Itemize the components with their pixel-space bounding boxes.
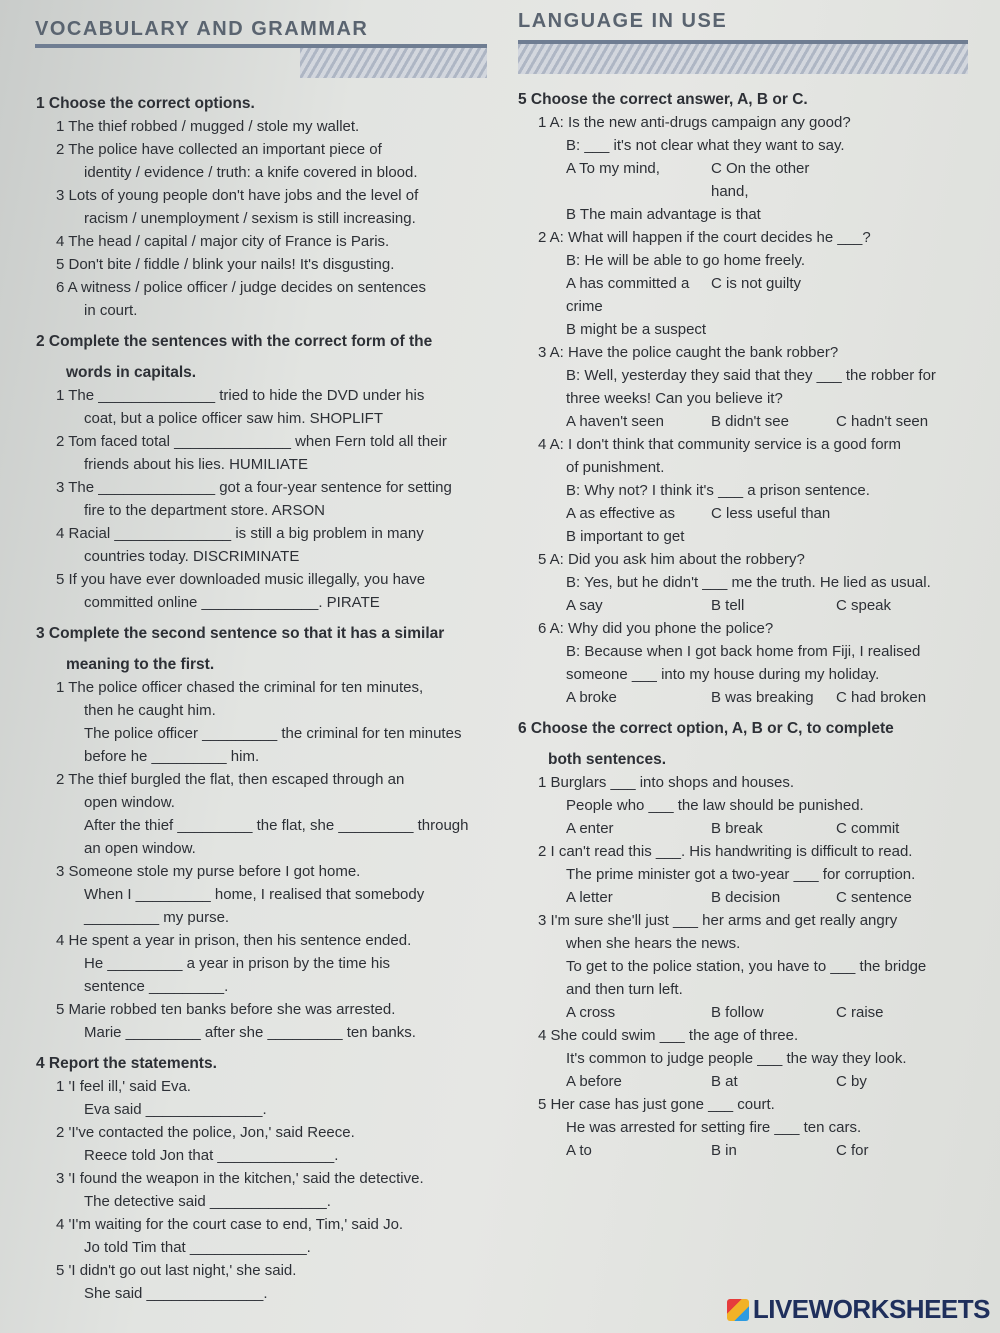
option-b[interactable]: C less useful than xyxy=(711,505,831,522)
exercise-line: To get to the police station, you have to ___ the bridge xyxy=(566,958,927,975)
exercise-line: 1 Burglars ___ into shops and houses. xyxy=(538,774,795,791)
exercise-line: 5 Her case has just gone ___ court. xyxy=(538,1096,775,1113)
exercise-line: 3 Lots of young people don't have jobs and the level of xyxy=(56,187,419,204)
exercise-line: coat, but a police officer saw him. SHOPLIFT xyxy=(84,410,384,427)
exercise-line: B: ___ it's not clear what they want to say. xyxy=(566,137,845,154)
exercise-line: 3 A: Have the police caught the bank robber? xyxy=(538,344,839,361)
exercise-line: 2 I can't read this ___. His handwriting is difficult to read. xyxy=(538,843,913,860)
exercise-line: B: Why not? I think it's ___ a prison sentence. xyxy=(566,482,870,499)
exercise-line: 1 A: Is the new anti-drugs campaign any good? xyxy=(538,114,851,131)
exercise-line: sentence _________. xyxy=(84,978,229,995)
answer-options xyxy=(518,1139,978,1162)
exercise-line: It's common to judge people ___ the way they look. xyxy=(566,1050,907,1067)
exercise-line: B: Yes, but he didn't ___ me the truth. He lied as usual. xyxy=(566,574,931,591)
exercise-line: 5 Marie robbed ten banks before she was arrested. xyxy=(56,1001,396,1018)
exercise-line: 2 Tom faced total ______________ when Fern told all their xyxy=(56,433,447,450)
exercise-line: 1 The police officer chased the criminal for ten minutes, xyxy=(56,679,424,696)
exercise-line: 4 A: I don't think that community service is a good form xyxy=(538,436,902,453)
task-instruction: 2 Complete the sentences with the correct form of the xyxy=(36,333,433,350)
option-c[interactable]: C for xyxy=(836,1142,869,1159)
answer-options xyxy=(518,1070,978,1093)
exercise-line: 3 'I found the weapon in the kitchen,' said the detective. xyxy=(56,1170,424,1187)
exercise-line: She said ______________. xyxy=(84,1285,268,1302)
exercise-line: fire to the department store. ARSON xyxy=(84,502,325,519)
exercise-line: 3 The ______________ got a four-year sentence for setting xyxy=(56,479,452,496)
answer-options xyxy=(518,410,978,433)
exercise-line: 2 'I've contacted the police, Jon,' said Reece. xyxy=(56,1124,355,1141)
exercise-line: He was arrested for setting fire ___ ten cars. xyxy=(566,1119,862,1136)
exercise-line: 5 'I didn't go out last night,' she said. xyxy=(56,1262,297,1279)
left-column xyxy=(36,84,496,1305)
exercise-line: 1 The ______________ tried to hide the DVD under his xyxy=(56,387,425,404)
exercise-line: _________ my purse. xyxy=(84,909,230,926)
exercise-line: People who ___ the law should be punished. xyxy=(566,797,864,814)
option-c[interactable]: C had broken xyxy=(836,689,927,706)
right-column xyxy=(518,80,978,1162)
exercise-line: committed online ______________. PIRATE xyxy=(84,594,380,611)
option-b[interactable]: C On the other hand, xyxy=(711,160,810,200)
answer-options xyxy=(518,157,978,203)
option-a[interactable]: A To my mind, xyxy=(566,160,660,177)
answer-options xyxy=(518,1001,978,1024)
exercise-line: open window. xyxy=(84,794,175,811)
answer-options xyxy=(518,886,978,909)
exercise-line: B: Well, yesterday they said that they ___ the robber for xyxy=(566,367,936,384)
exercise-line: B The main advantage is that xyxy=(566,206,761,223)
option-a[interactable]: A cross xyxy=(566,1004,616,1021)
option-c[interactable] xyxy=(836,157,954,203)
exercise-line: 4 He spent a year in prison, then his sentence ended. xyxy=(56,932,412,949)
exercise-line: when she hears the news. xyxy=(566,935,741,952)
option-a[interactable]: A before xyxy=(566,1073,622,1090)
exercise-line: 3 I'm sure she'll just ___ her arms and get really angry xyxy=(538,912,898,929)
exercise-line: 6 A: Why did you phone the police? xyxy=(538,620,774,637)
option-a[interactable]: A enter xyxy=(566,820,614,837)
exercise-line: three weeks! Can you believe it? xyxy=(566,390,783,407)
exercise-line: countries today. DISCRIMINATE xyxy=(84,548,300,565)
option-b[interactable]: B in xyxy=(711,1142,737,1159)
task-instruction: 4 Report the statements. xyxy=(36,1055,217,1072)
exercise-line: 2 The thief burgled the flat, then escaped through an xyxy=(56,771,405,788)
exercise-line: 5 Don't bite / fiddle / blink your nails! It's disgusting. xyxy=(56,256,395,273)
option-b[interactable]: B didn't see xyxy=(711,413,789,430)
exercise-line: 4 Racial ______________ is still a big problem in many xyxy=(56,525,424,542)
right-header-band xyxy=(518,44,968,74)
exercise-line: racism / unemployment / sexism is still increasing. xyxy=(84,210,416,227)
option-c[interactable] xyxy=(836,502,954,525)
option-a[interactable]: A haven't seen xyxy=(566,413,664,430)
exercise-line: and then turn left. xyxy=(566,981,683,998)
answer-options xyxy=(518,686,978,709)
exercise-line: 1 'I feel ill,' said Eva. xyxy=(56,1078,191,1095)
task-instruction: 5 Choose the correct answer, A, B or C. xyxy=(518,91,808,108)
task-instruction: words in capitals. xyxy=(66,364,197,381)
exercise-line: 2 The police have collected an important piece of xyxy=(56,141,382,158)
exercise-line: 3 Someone stole my purse before I got home. xyxy=(56,863,361,880)
option-b[interactable]: B tell xyxy=(711,597,745,614)
option-a[interactable]: A broke xyxy=(566,689,617,706)
option-a[interactable]: A to xyxy=(566,1142,592,1159)
logo-icon xyxy=(727,1299,749,1321)
option-a[interactable]: A letter xyxy=(566,889,613,906)
exercise-line: 1 The thief robbed / mugged / stole my wallet. xyxy=(56,118,360,135)
exercise-line: an open window. xyxy=(84,840,196,857)
watermark-text: LIVEWORKSHEETS xyxy=(752,1294,990,1324)
exercise-line: 6 A witness / police officer / judge decides on sentences xyxy=(56,279,426,296)
exercise-line: B might be a suspect xyxy=(566,321,707,338)
option-a[interactable]: A as effective as xyxy=(566,505,675,522)
option-c[interactable]: C hadn't seen xyxy=(836,413,929,430)
answer-options xyxy=(518,272,978,318)
exercise-line: Eva said ______________. xyxy=(84,1101,267,1118)
option-b[interactable]: B break xyxy=(711,820,763,837)
watermark-logo xyxy=(727,1294,990,1325)
exercise-line: 4 'I'm waiting for the court case to end, Tim,' said Jo. xyxy=(56,1216,404,1233)
exercise-line: 4 The head / capital / major city of France is Paris. xyxy=(56,233,390,250)
exercise-line: Jo told Tim that ______________. xyxy=(84,1239,311,1256)
option-c[interactable]: C speak xyxy=(836,597,892,614)
option-a[interactable]: A has committed a crime xyxy=(566,275,690,315)
exercise-line: When I _________ home, I realised that somebody xyxy=(84,886,425,903)
exercise-line: friends about his lies. HUMILIATE xyxy=(84,456,308,473)
option-b[interactable]: C is not guilty xyxy=(711,275,802,292)
exercise-line: B important to get xyxy=(566,528,685,545)
task-instruction: 6 Choose the correct option, A, B or C, to complete xyxy=(518,720,894,737)
option-c[interactable] xyxy=(836,272,954,318)
option-b[interactable]: B decision xyxy=(711,889,781,906)
answer-options xyxy=(518,594,978,617)
exercise-line: B: He will be able to go home freely. xyxy=(566,252,806,269)
exercise-line: He _________ a year in prison by the time his xyxy=(84,955,391,972)
option-c[interactable]: C by xyxy=(836,1073,867,1090)
right-header: LANGUAGE IN USE xyxy=(518,10,728,32)
exercise-line: 2 A: What will happen if the court decides he ___? xyxy=(538,229,871,246)
task-instruction: meaning to the first. xyxy=(66,656,215,673)
exercise-line: Marie _________ after she _________ ten banks. xyxy=(84,1024,416,1041)
exercise-line: before he _________ him. xyxy=(84,748,260,765)
task-instruction: 3 Complete the second sentence so that it has a similar xyxy=(36,625,445,642)
exercise-line: The police officer _________ the criminal for ten minutes xyxy=(84,725,462,742)
exercise-line: someone ___ into my house during my holiday. xyxy=(566,666,880,683)
exercise-line: The prime minister got a two-year ___ for corruption. xyxy=(566,866,916,883)
exercise-line: After the thief _________ the flat, she _________ through xyxy=(84,817,469,834)
left-header: VOCABULARY AND GRAMMAR xyxy=(35,18,369,40)
answer-options xyxy=(518,502,978,525)
option-c[interactable]: C raise xyxy=(836,1004,884,1021)
answer-options xyxy=(518,817,978,840)
exercise-line: 5 A: Did you ask him about the robbery? xyxy=(538,551,805,568)
task-instruction: both sentences. xyxy=(548,751,666,768)
exercise-line: Reece told Jon that ______________. xyxy=(84,1147,339,1164)
exercise-line: in court. xyxy=(84,302,138,319)
exercise-line: 5 If you have ever downloaded music illegally, you have xyxy=(56,571,426,588)
exercise-line: of punishment. xyxy=(566,459,665,476)
option-c[interactable]: C sentence xyxy=(836,889,912,906)
option-b[interactable]: B follow xyxy=(711,1004,764,1021)
exercise-line: B: Because when I got back home from Fiji, I realised xyxy=(566,643,921,660)
left-header-band xyxy=(300,48,487,78)
task-instruction: 1 Choose the correct options. xyxy=(36,95,255,112)
exercise-line: then he caught him. xyxy=(84,702,216,719)
option-a[interactable]: A say xyxy=(566,597,603,614)
option-b[interactable]: B was breaking xyxy=(711,689,814,706)
option-b[interactable]: B at xyxy=(711,1073,738,1090)
exercise-line: identity / evidence / truth: a knife covered in blood. xyxy=(84,164,418,181)
option-c[interactable]: C commit xyxy=(836,820,900,837)
exercise-line: The detective said ______________. xyxy=(84,1193,331,1210)
exercise-line: 4 She could swim ___ the age of three. xyxy=(538,1027,799,1044)
